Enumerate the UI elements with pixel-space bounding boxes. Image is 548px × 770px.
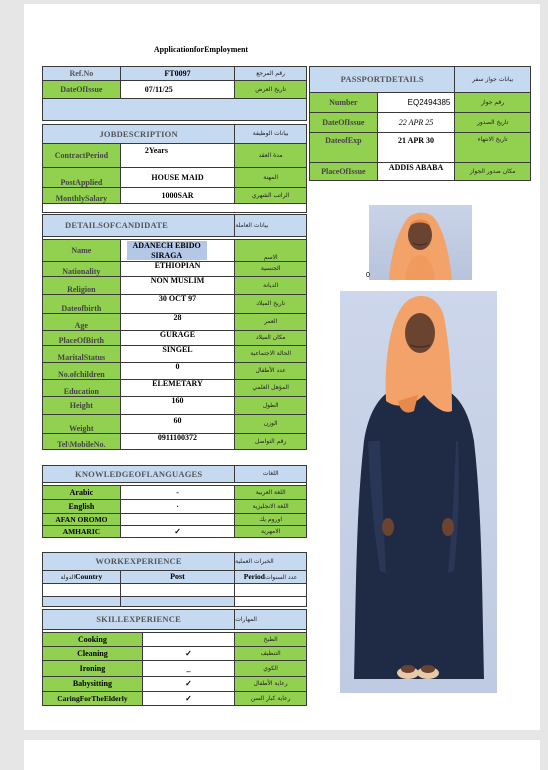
weight-label-ar: الوزن	[235, 415, 307, 434]
birthplace-label: PlaceOfBirth	[43, 331, 121, 346]
nationality-label: Nationality	[43, 262, 121, 277]
lang-arabic-label: Arabic	[43, 486, 121, 500]
skill-cleaning-label-ar: التنظيف	[235, 647, 307, 661]
skill-cooking-value	[142, 633, 234, 647]
passport-place-value: ADDIS ABABA	[377, 163, 455, 181]
age-label-ar: العمر	[235, 314, 307, 331]
candidate-header-ar: بيانات العاملة	[235, 215, 307, 237]
age-value: 28	[120, 314, 235, 331]
education-value: ELEMETARY	[120, 380, 235, 397]
work-country-col: Country	[75, 572, 103, 581]
lang-english-label-ar: اللغة الانجليزية	[235, 500, 307, 514]
work-table	[42, 552, 307, 607]
candidate-table	[42, 214, 307, 450]
ref-label: Ref.No	[43, 67, 121, 81]
salary-label-ar: الراتب الشهري	[235, 188, 307, 204]
lang-arabic-value: -	[120, 486, 234, 500]
job-header-ar: بيانات الوظيفة	[235, 125, 307, 144]
religion-value: NON MUSLIM	[120, 277, 235, 295]
post-label-ar: المهنة	[235, 168, 307, 188]
dob-value: 30 OCT 97	[120, 295, 235, 314]
phone-label: Tel\MobileNo.	[43, 434, 121, 450]
children-label-ar: عدد الأطفال	[235, 363, 307, 380]
lang-amharic-label: AMHARIC	[43, 526, 121, 538]
weight-label: Weight	[43, 415, 121, 434]
skill-babysitting-label: Babysitting	[43, 677, 143, 692]
birthplace-label-ar: مكان الميلاد	[235, 331, 307, 346]
full-body-photo	[340, 291, 497, 693]
passport-header: PASSPORTDETAILS	[310, 67, 455, 93]
work-cell	[43, 597, 121, 607]
document-title: ApplicationforEmployment	[153, 45, 249, 54]
work-cell	[43, 584, 121, 597]
work-period-col: Period	[243, 572, 265, 581]
work-cell	[235, 584, 307, 597]
date-value: 07/11/25	[120, 81, 235, 99]
lang-arabic-label-ar: اللغة العربية	[235, 486, 307, 500]
candidate-header: DETAILSOFCANDIDATE	[43, 215, 235, 237]
weight-value: 60	[120, 415, 235, 434]
contract-value: 2Years	[120, 144, 234, 168]
children-value: 0	[120, 363, 235, 380]
nationality-label-ar: الجنسية	[235, 262, 307, 277]
portrait-photo	[369, 205, 472, 280]
next-page	[24, 740, 540, 770]
passport-issue-label: DateOfIssue	[310, 113, 378, 133]
skill-ironing-label: Ironing	[43, 661, 143, 677]
passport-exp-label: DateofExp	[310, 133, 378, 163]
passport-issue-label-ar: تاريخ الصدور	[455, 113, 531, 133]
languages-header-ar: اللغات	[235, 466, 307, 483]
lang-oromo-label: AFAN OROMO	[43, 514, 121, 526]
skill-elderly-label: CaringForTheElderly	[43, 692, 143, 706]
skill-cooking-label: Cooking	[43, 633, 143, 647]
languages-header: KNOWLEDGEOFLANGUAGES	[43, 466, 235, 483]
date-label: DateOfIssue	[43, 81, 121, 99]
height-label: Height	[43, 397, 121, 415]
work-cell	[120, 584, 234, 597]
passport-exp-value: 21 APR 30	[377, 133, 455, 163]
lang-english-value: ·	[120, 500, 234, 514]
dob-label: Dateofbirth	[43, 295, 121, 314]
name-value: ADANECH EBIDO SIRAGA	[127, 241, 207, 259]
marital-label: MaritalStatus	[43, 346, 121, 363]
lang-amharic-value: ✓	[120, 526, 234, 538]
passport-header-ar: بيانات جواز سفر	[455, 67, 531, 93]
passport-number-label-ar: رقم جواز	[455, 93, 531, 113]
skill-cleaning-label: Cleaning	[43, 647, 143, 661]
skill-cooking-label-ar: الطبخ	[235, 633, 307, 647]
ref-table	[42, 66, 307, 121]
post-label: PostApplied	[43, 168, 121, 188]
height-value: 160	[120, 397, 235, 415]
passport-number-value: EQ2494385	[377, 93, 455, 113]
lang-amharic-label-ar: الامهرية	[235, 526, 307, 538]
skill-elderly-label-ar: رعاية كبار السن	[235, 692, 307, 706]
date-label-ar: تاريخ العرض	[235, 81, 307, 99]
skill-babysitting-label-ar: رعاية الأطفال	[235, 677, 307, 692]
passport-issue-value: 22 APR 25	[377, 113, 455, 133]
height-label-ar: الطول	[235, 397, 307, 415]
children-label: No.ofchildren	[43, 363, 121, 380]
work-cell	[120, 597, 234, 607]
contract-label: ContractPeriod	[43, 144, 121, 168]
ref-value: FT0097	[120, 67, 235, 81]
spacer-row	[43, 99, 307, 121]
work-period-ar: عدد السنوات	[264, 574, 298, 581]
skill-cleaning-value: ✓	[142, 647, 234, 661]
skill-babysitting-value: ✓	[142, 677, 234, 692]
passport-number-label: Number	[310, 93, 378, 113]
work-header-ar: الخبرات العملية	[235, 553, 307, 571]
spacer-row	[43, 204, 307, 213]
passport-exp-label-ar: تاريخ الانتهاء	[455, 133, 531, 163]
salary-value: 1000SAR	[120, 188, 234, 204]
skill-elderly-value: ✓	[142, 692, 234, 706]
age-label: Age	[43, 314, 121, 331]
passport-place-label: PlaceOfIssue	[310, 163, 378, 181]
photo-caption: 0	[366, 272, 370, 279]
phone-label-ar: رقم التواصل	[235, 434, 307, 450]
birthplace-value: GURAGE	[120, 331, 235, 346]
passport-table	[309, 66, 531, 181]
name-label-ar: الاسم	[235, 240, 307, 262]
education-label-ar: المؤهل العلمي	[235, 380, 307, 397]
job-header: JOBDESCRIPTION	[43, 125, 235, 144]
job-table	[42, 124, 307, 213]
dob-label-ar: تاريخ الميلاد	[235, 295, 307, 314]
work-post-col: Post	[120, 571, 234, 584]
skills-header-ar: المهارات	[235, 610, 307, 630]
languages-table	[42, 465, 307, 538]
nationality-value: ETHIOPIAN	[120, 262, 235, 277]
phone-value: 0911100372	[120, 434, 235, 450]
marital-value: SINGEL	[120, 346, 235, 363]
contract-label-ar: مدة العقد	[235, 144, 307, 168]
skill-ironing-value: _	[142, 661, 234, 677]
lang-english-label: English	[43, 500, 121, 514]
religion-label-ar: الديانة	[235, 277, 307, 295]
work-header: WORKEXPERIENCE	[43, 553, 235, 571]
lang-oromo-label-ar: اوروم يك	[235, 514, 307, 526]
work-cell	[235, 597, 307, 607]
salary-label: MonthlySalary	[43, 188, 121, 204]
work-country-ar: الدولة	[60, 574, 76, 581]
lang-oromo-value	[120, 514, 234, 526]
education-label: Education	[43, 380, 121, 397]
passport-place-label-ar: مكان صدور الجواز	[455, 163, 531, 181]
marital-label-ar: الحالة الاجتماعية	[235, 346, 307, 363]
skills-table	[42, 609, 307, 706]
religion-label: Religion	[43, 277, 121, 295]
post-value: HOUSE MAID	[120, 168, 234, 188]
ref-label-ar: رقم المرجع	[235, 67, 307, 81]
skills-header: SKILLEXPERIENCE	[43, 610, 235, 630]
name-label: Name	[43, 240, 121, 262]
skill-ironing-label-ar: الكوي	[235, 661, 307, 677]
